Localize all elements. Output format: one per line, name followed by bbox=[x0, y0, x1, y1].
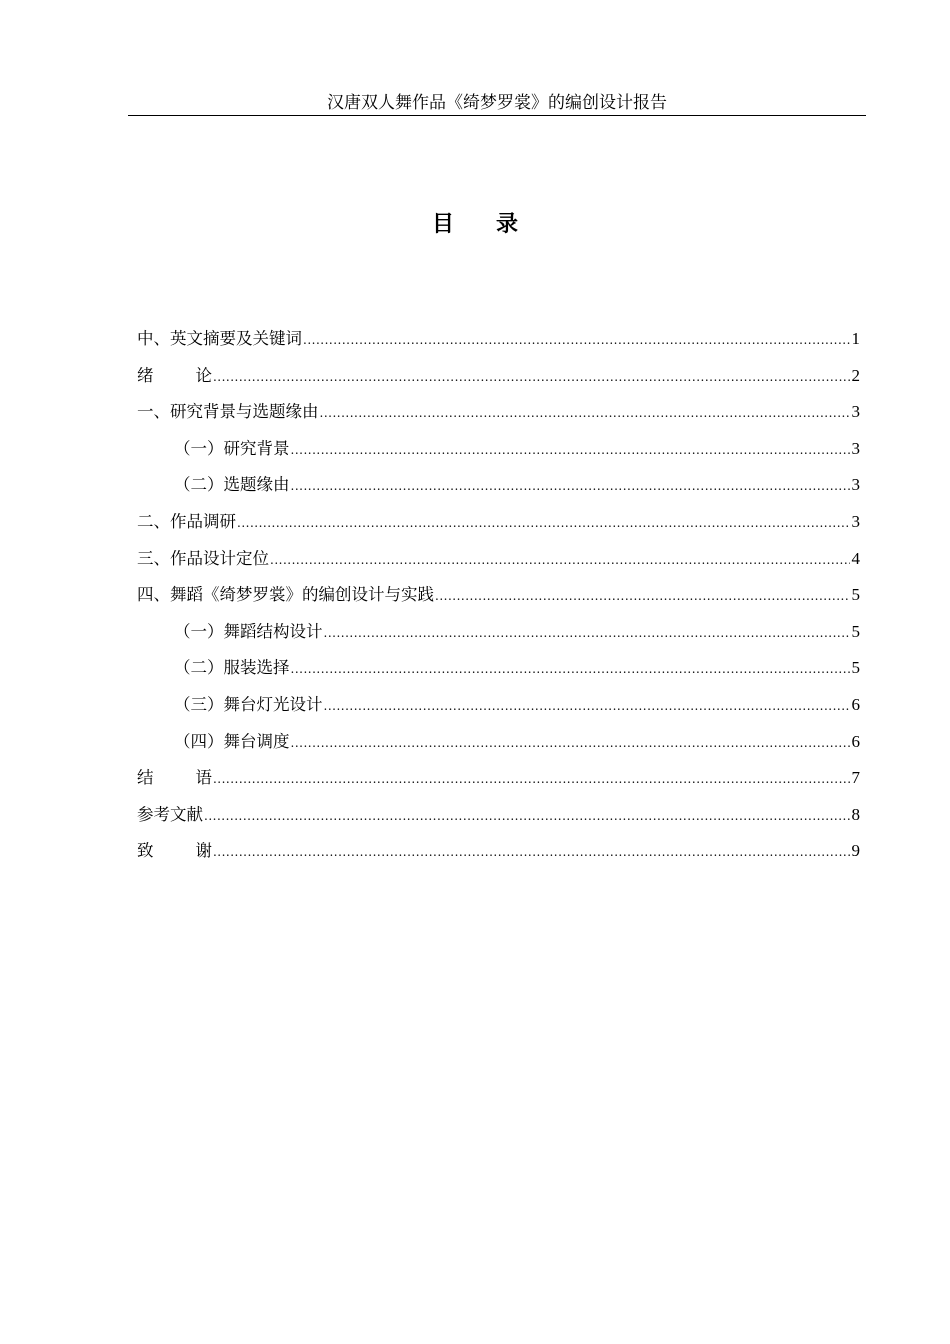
header-divider bbox=[128, 115, 866, 116]
toc-entry-label: 二、作品调研 bbox=[137, 511, 236, 531]
toc-entry-page: 3 bbox=[851, 402, 860, 422]
toc-leader-dots bbox=[435, 583, 850, 609]
toc-entry-page: 5 bbox=[851, 658, 860, 678]
toc-entry[interactable] bbox=[137, 765, 860, 802]
toc-entry-label: 绪 论 bbox=[137, 365, 212, 385]
toc-entry-page: 2 bbox=[851, 365, 860, 385]
table-of-contents bbox=[137, 326, 860, 875]
toc-entry[interactable] bbox=[137, 582, 860, 619]
toc-leader-dots bbox=[291, 656, 850, 682]
toc-leader-dots bbox=[213, 839, 850, 865]
toc-entry[interactable] bbox=[137, 509, 860, 546]
toc-entry-page: 5 bbox=[851, 621, 860, 641]
toc-entry[interactable] bbox=[137, 399, 860, 436]
toc-entry-page: 4 bbox=[851, 548, 860, 568]
toc-entry[interactable] bbox=[137, 692, 860, 729]
toc-entry-label: （三）舞台灯光设计 bbox=[174, 694, 323, 714]
toc-leader-dots bbox=[320, 400, 850, 426]
toc-entry-label: （一）舞蹈结构设计 bbox=[174, 621, 323, 641]
toc-leader-dots bbox=[324, 620, 850, 646]
toc-entry[interactable] bbox=[137, 838, 860, 875]
toc-leader-dots bbox=[291, 473, 850, 499]
toc-leader-dots bbox=[213, 364, 850, 390]
toc-entry-label: （二）选题缘由 bbox=[174, 475, 290, 495]
toc-entry-label: 致 谢 bbox=[137, 841, 212, 861]
toc-entry[interactable] bbox=[137, 802, 860, 839]
toc-entry[interactable] bbox=[137, 363, 860, 400]
toc-entry-page: 7 bbox=[851, 768, 860, 788]
toc-leader-dots bbox=[270, 547, 850, 573]
toc-entry-page: 8 bbox=[851, 804, 860, 824]
toc-entry[interactable] bbox=[137, 436, 860, 473]
toc-entry-page: 3 bbox=[851, 475, 860, 495]
toc-entry-label: （一）研究背景 bbox=[174, 438, 290, 458]
toc-leader-dots bbox=[204, 803, 850, 829]
toc-entry[interactable] bbox=[137, 472, 860, 509]
toc-entry[interactable] bbox=[137, 546, 860, 583]
toc-entry-page: 1 bbox=[851, 329, 860, 348]
toc-entry-label: 一、研究背景与选题缘由 bbox=[137, 402, 319, 422]
toc-entry-page: 6 bbox=[851, 731, 860, 751]
toc-leader-dots bbox=[237, 510, 850, 536]
toc-entry-label: 中、英文摘要及关键词 bbox=[137, 329, 302, 348]
toc-leader-dots bbox=[291, 437, 850, 463]
toc-leader-dots bbox=[213, 766, 850, 792]
toc-leader-dots bbox=[303, 327, 850, 353]
toc-entry[interactable] bbox=[137, 729, 860, 766]
toc-entry-label: 参考文献 bbox=[137, 804, 203, 824]
toc-entry-label: 结 语 bbox=[137, 768, 212, 788]
toc-entry-page: 9 bbox=[851, 841, 860, 861]
page-header: 汉唐双人舞作品《绮梦罗裳》的编创设计报告 bbox=[327, 93, 667, 113]
toc-entry-page: 5 bbox=[851, 585, 860, 605]
toc-entry-label: （四）舞台调度 bbox=[174, 731, 290, 751]
toc-entry-label: （二）服装选择 bbox=[174, 658, 290, 678]
toc-title: 目录 bbox=[431, 212, 560, 237]
toc-entry[interactable] bbox=[137, 655, 860, 692]
toc-entry-label: 四、舞蹈《绮梦罗裳》的编创设计与实践 bbox=[137, 585, 434, 605]
toc-leader-dots bbox=[324, 693, 850, 719]
toc-leader-dots bbox=[291, 730, 850, 756]
toc-entry-page: 3 bbox=[851, 511, 860, 531]
toc-entry-page: 3 bbox=[851, 438, 860, 458]
toc-entry-label: 三、作品设计定位 bbox=[137, 548, 269, 568]
toc-entry[interactable] bbox=[137, 326, 860, 363]
toc-entry[interactable] bbox=[137, 619, 860, 656]
toc-entry-page: 6 bbox=[851, 694, 860, 714]
